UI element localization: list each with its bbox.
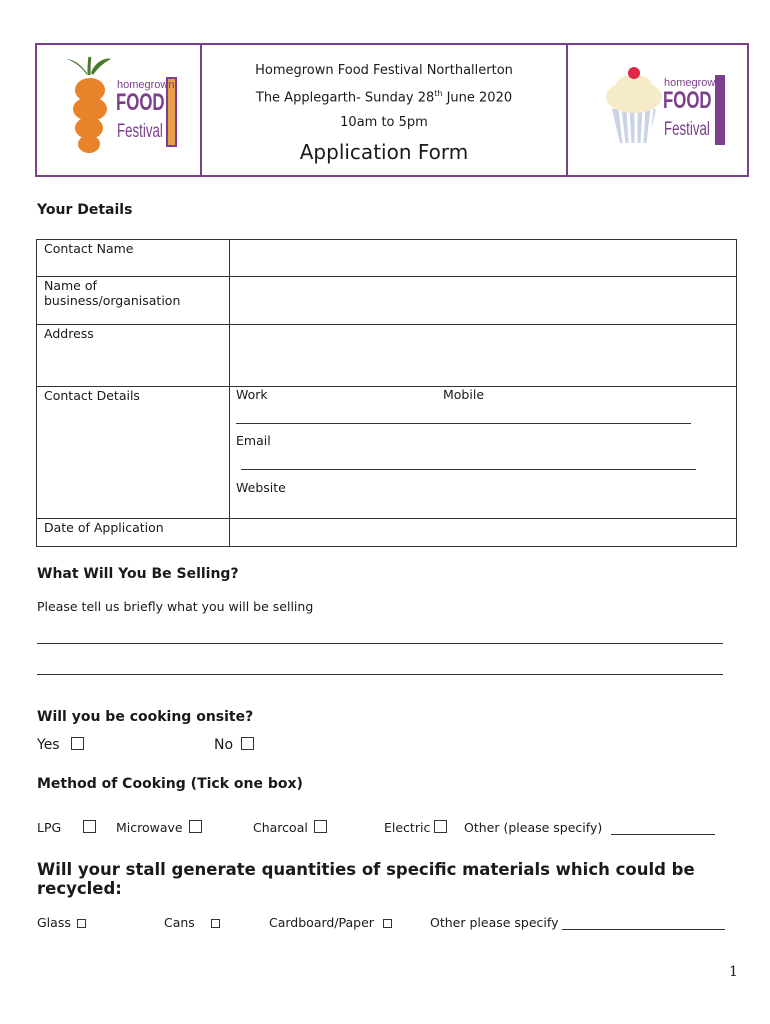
- recycle-heading: Will your stall generate quantities of specific materials which could be recycled:: [37, 860, 695, 898]
- contact-name-field[interactable]: [230, 240, 737, 277]
- header-text: [202, 45, 568, 175]
- method-heading: Method of Cooking (Tick one box): [37, 776, 303, 792]
- website-label: Website: [236, 480, 286, 495]
- contact-details-label: Contact Details: [37, 387, 230, 519]
- electric-checkbox[interactable]: [434, 820, 447, 833]
- cooking-yes-checkbox[interactable]: [71, 737, 84, 750]
- method-lpg: LPG: [37, 820, 96, 835]
- selling-line-2[interactable]: [37, 674, 723, 675]
- email-label: Email: [236, 433, 271, 448]
- selling-heading: What Will You Be Selling?: [37, 566, 239, 582]
- method-microwave: Microwave: [116, 820, 202, 835]
- logo-right-word2: FOOD: [663, 87, 712, 114]
- logo-left-word1: homegrown: [117, 79, 175, 91]
- work-label: Work: [236, 387, 268, 402]
- mobile-label: Mobile: [443, 387, 485, 402]
- contact-name-label: Contact Name: [37, 240, 230, 277]
- logo-left-word3: Festival: [117, 121, 163, 142]
- cans-checkbox[interactable]: [211, 919, 220, 928]
- cardboard-checkbox[interactable]: [383, 919, 392, 928]
- recycle-glass: Glass: [37, 915, 86, 930]
- lpg-checkbox[interactable]: [83, 820, 96, 833]
- business-label: Name of business/organisation: [37, 277, 230, 325]
- date-label: Date of Application: [37, 519, 230, 547]
- selling-line-1[interactable]: [37, 643, 723, 644]
- microwave-checkbox[interactable]: [189, 820, 202, 833]
- recycle-cardboard: Cardboard/Paper: [269, 915, 392, 930]
- cupcake-icon: [568, 45, 746, 175]
- method-other: Other (please specify): [464, 820, 603, 835]
- method-charcoal: Charcoal: [253, 820, 327, 835]
- selling-prompt: Please tell us briefly what you will be selling: [37, 599, 314, 614]
- method-electric: Electric: [384, 820, 447, 835]
- logo-right: [568, 45, 747, 175]
- cooking-heading: Will you be cooking onsite?: [37, 709, 254, 725]
- logo-right-word1: homegrown: [664, 77, 722, 89]
- logo-left-word2: FOOD: [116, 89, 165, 116]
- details-table: [36, 239, 737, 547]
- recycle-other: Other please specify: [430, 915, 559, 930]
- charcoal-checkbox[interactable]: [314, 820, 327, 833]
- header-box: [35, 43, 749, 177]
- date-field[interactable]: [230, 519, 737, 547]
- business-field[interactable]: [230, 277, 737, 325]
- festival-venue-date: The Applegarth- Sunday 28th June 2020: [255, 89, 513, 106]
- cooking-no-checkbox[interactable]: [241, 737, 254, 750]
- email-line[interactable]: [241, 469, 696, 470]
- glass-checkbox[interactable]: [77, 919, 86, 928]
- phone-line[interactable]: [236, 423, 691, 424]
- address-label: Address: [37, 325, 230, 387]
- cooking-no: No: [214, 737, 254, 753]
- cooking-yes: Yes: [37, 737, 84, 753]
- page-number: 1: [729, 964, 738, 980]
- logo-right-word3: Festival: [664, 119, 710, 140]
- contact-details-field[interactable]: [230, 387, 737, 519]
- your-details-heading: Your Details: [37, 202, 133, 218]
- logo-left: [37, 45, 202, 175]
- address-field[interactable]: [230, 325, 737, 387]
- recycle-cans: Cans: [164, 915, 220, 930]
- festival-hours: 10am to 5pm: [340, 115, 428, 130]
- festival-name: Homegrown Food Festival Northallerton: [255, 63, 513, 78]
- recycle-other-line[interactable]: [562, 929, 725, 930]
- method-other-line[interactable]: [611, 834, 715, 835]
- page-title: Application Form: [299, 140, 469, 164]
